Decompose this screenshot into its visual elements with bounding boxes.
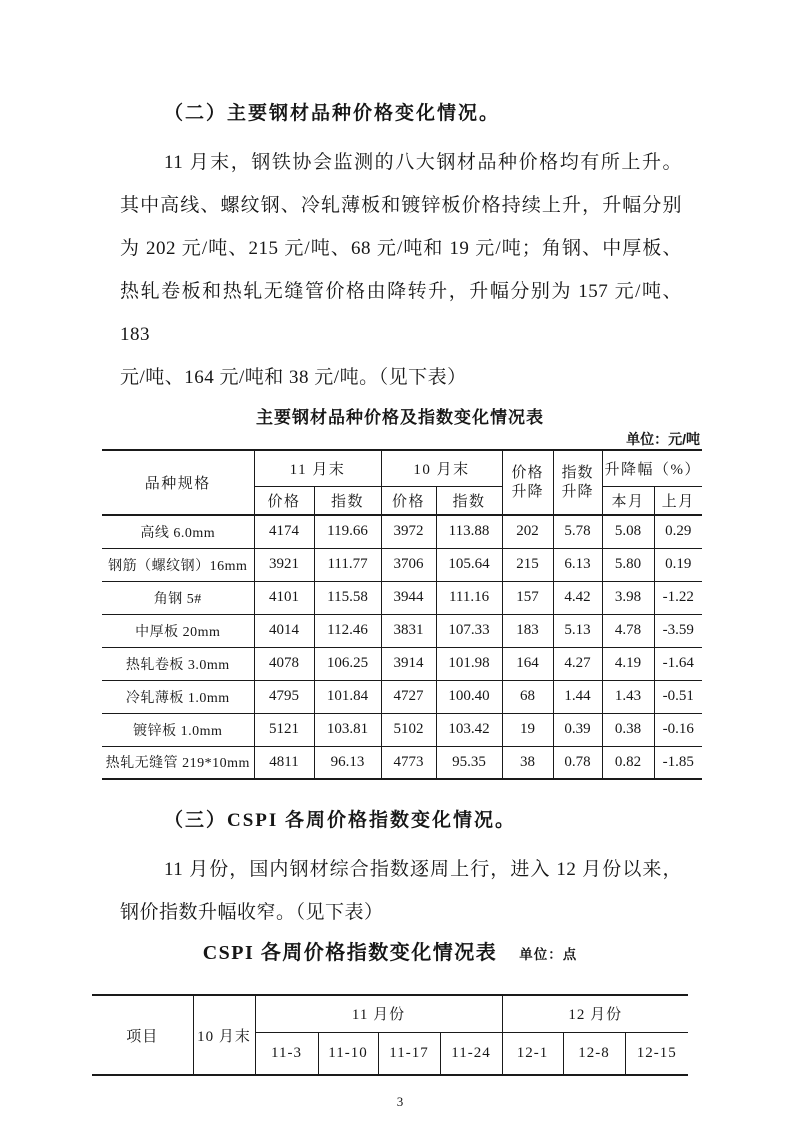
nov-price-cell: 4014 xyxy=(254,614,314,647)
dec-date-header: 12-15 xyxy=(625,1032,688,1075)
this-month-pct-cell: 4.78 xyxy=(602,614,654,647)
price-change-cell: 202 xyxy=(502,515,553,548)
spec-cell: 高线 6.0mm xyxy=(102,515,254,548)
price-change-cell: 164 xyxy=(502,647,553,680)
table-row xyxy=(102,614,702,647)
nov-index-cell: 101.84 xyxy=(314,680,381,713)
this-month-pct-cell: 5.08 xyxy=(602,515,654,548)
paragraph-line: 为 202 元/吨、215 元/吨、68 元/吨和 19 元/吨；角钢、中厚板、 xyxy=(120,238,682,259)
price-change-cell: 38 xyxy=(502,746,553,779)
nov-price-cell: 3921 xyxy=(254,548,314,581)
header-spec: 品种规格 xyxy=(102,450,254,515)
nov-index-cell: 119.66 xyxy=(314,515,381,548)
oct-index-cell: 107.33 xyxy=(436,614,502,647)
last-month-pct-cell: -0.51 xyxy=(654,680,702,713)
paragraph-line: 11 月份，国内钢材综合指数逐周上行，进入 12 月份以来， xyxy=(164,859,682,880)
table1-unit-label: 单位：元/吨 xyxy=(626,431,700,447)
nov-index-cell: 106.25 xyxy=(314,647,381,680)
paragraph-line: 元/吨、164 元/吨和 38 元/吨。（见下表） xyxy=(120,367,467,388)
section-2-paragraph xyxy=(120,141,682,399)
index-change-cell: 0.78 xyxy=(553,746,602,779)
header-this-month: 本月 xyxy=(602,486,654,515)
table-row xyxy=(102,515,702,548)
table-row xyxy=(102,581,702,614)
table2-unit-label: 单位：点 xyxy=(519,947,578,962)
price-change-cell: 19 xyxy=(502,713,553,746)
oct-index-cell: 95.35 xyxy=(436,746,502,779)
oct-price-cell: 3831 xyxy=(381,614,436,647)
index-change-cell: 4.42 xyxy=(553,581,602,614)
paragraph-line: 钢价指数升幅收窄。（见下表） xyxy=(120,902,384,923)
last-month-pct-cell: -1.64 xyxy=(654,647,702,680)
table-row xyxy=(102,713,702,746)
header-november: 11 月份 xyxy=(255,995,502,1032)
last-month-pct-cell: -3.59 xyxy=(654,614,702,647)
last-month-pct-cell: -0.16 xyxy=(654,713,702,746)
oct-index-cell: 103.42 xyxy=(436,713,502,746)
header-nov-index: 指数 xyxy=(314,486,381,515)
table-row xyxy=(102,746,702,779)
table-row xyxy=(102,680,702,713)
this-month-pct-cell: 4.19 xyxy=(602,647,654,680)
spec-cell: 中厚板 20mm xyxy=(102,614,254,647)
nov-price-cell: 5121 xyxy=(254,713,314,746)
table2-title-line xyxy=(92,940,688,968)
spec-cell: 钢筋（螺纹钢）16mm xyxy=(102,548,254,581)
table-row xyxy=(102,647,702,680)
dec-date-header: 12-1 xyxy=(502,1032,563,1075)
index-change-cell: 5.13 xyxy=(553,614,602,647)
header-index-change: 指数升降 xyxy=(553,450,602,515)
table1-header-row-1 xyxy=(102,450,702,486)
nov-price-cell: 4101 xyxy=(254,581,314,614)
price-change-cell: 157 xyxy=(502,581,553,614)
header-nov-price: 价格 xyxy=(254,486,314,515)
nov-index-cell: 103.81 xyxy=(314,713,381,746)
header-price-change: 价格升降 xyxy=(502,450,553,515)
nov-date-header: 11-10 xyxy=(318,1032,378,1075)
steel-price-table xyxy=(102,449,702,780)
oct-index-cell: 113.88 xyxy=(436,515,502,548)
table1-title: 主要钢材品种价格及指数变化情况表 xyxy=(256,408,544,427)
header-oct-price: 价格 xyxy=(381,486,436,515)
nov-price-cell: 4078 xyxy=(254,647,314,680)
price-change-cell: 183 xyxy=(502,614,553,647)
header-oct-end: 10 月末 xyxy=(381,450,502,486)
oct-index-cell: 100.40 xyxy=(436,680,502,713)
header-nov-end: 11 月末 xyxy=(254,450,381,486)
last-month-pct-cell: -1.85 xyxy=(654,746,702,779)
oct-index-cell: 111.16 xyxy=(436,581,502,614)
index-change-cell: 6.13 xyxy=(553,548,602,581)
nov-price-cell: 4795 xyxy=(254,680,314,713)
last-month-pct-cell: 0.29 xyxy=(654,515,702,548)
nov-price-cell: 4174 xyxy=(254,515,314,548)
table-row xyxy=(102,548,702,581)
header-change-pct: 升降幅（%） xyxy=(602,450,702,486)
spec-cell: 角钢 5# xyxy=(102,581,254,614)
table2-header-row-1 xyxy=(92,995,688,1032)
nov-date-header: 11-24 xyxy=(440,1032,502,1075)
nov-price-cell: 4811 xyxy=(254,746,314,779)
oct-price-cell: 3972 xyxy=(381,515,436,548)
this-month-pct-cell: 0.82 xyxy=(602,746,654,779)
section-3-heading: （三）CSPI 各周价格指数变化情况。 xyxy=(164,810,517,831)
header-december: 12 月份 xyxy=(502,995,688,1032)
nov-index-cell: 112.46 xyxy=(314,614,381,647)
header-oct-index: 指数 xyxy=(436,486,502,515)
dec-date-header: 12-8 xyxy=(563,1032,625,1075)
nov-date-header: 11-17 xyxy=(378,1032,440,1075)
paragraph-line: 11 月末，钢铁协会监测的八大钢材品种价格均有所上升。 xyxy=(164,152,682,173)
nov-index-cell: 111.77 xyxy=(314,548,381,581)
spec-cell: 热轧卷板 3.0mm xyxy=(102,647,254,680)
last-month-pct-cell: 0.19 xyxy=(654,548,702,581)
oct-price-cell: 3914 xyxy=(381,647,436,680)
oct-price-cell: 3944 xyxy=(381,581,436,614)
last-month-pct-cell: -1.22 xyxy=(654,581,702,614)
spec-cell: 冷轧薄板 1.0mm xyxy=(102,680,254,713)
price-change-cell: 215 xyxy=(502,548,553,581)
nov-date-header: 11-3 xyxy=(255,1032,318,1075)
paragraph-line: 其中高线、螺纹钢、冷轧薄板和镀锌板价格持续上升，升幅分别 xyxy=(120,195,682,216)
section-2-heading: （二）主要钢材品种价格变化情况。 xyxy=(164,103,501,124)
this-month-pct-cell: 0.38 xyxy=(602,713,654,746)
this-month-pct-cell: 5.80 xyxy=(602,548,654,581)
cspi-week-table xyxy=(92,994,688,1076)
oct-index-cell: 101.98 xyxy=(436,647,502,680)
index-change-cell: 0.39 xyxy=(553,713,602,746)
price-change-cell: 68 xyxy=(502,680,553,713)
header-last-month: 上月 xyxy=(654,486,702,515)
oct-index-cell: 105.64 xyxy=(436,548,502,581)
nov-index-cell: 96.13 xyxy=(314,746,381,779)
header-item: 项目 xyxy=(92,995,193,1075)
index-change-cell: 1.44 xyxy=(553,680,602,713)
oct-price-cell: 4727 xyxy=(381,680,436,713)
page-number: 3 xyxy=(396,1094,404,1109)
section-3-paragraph xyxy=(120,848,682,934)
spec-cell: 镀锌板 1.0mm xyxy=(102,713,254,746)
index-change-cell: 4.27 xyxy=(553,647,602,680)
oct-price-cell: 4773 xyxy=(381,746,436,779)
oct-price-cell: 5102 xyxy=(381,713,436,746)
index-change-cell: 5.78 xyxy=(553,515,602,548)
nov-index-cell: 115.58 xyxy=(314,581,381,614)
spec-cell: 热轧无缝管 219*10mm xyxy=(102,746,254,779)
header-oct-end: 10 月末 xyxy=(193,995,255,1075)
this-month-pct-cell: 3.98 xyxy=(602,581,654,614)
this-month-pct-cell: 1.43 xyxy=(602,680,654,713)
oct-price-cell: 3706 xyxy=(381,548,436,581)
table2-title: CSPI 各周价格指数变化情况表 xyxy=(202,942,498,964)
paragraph-line: 热轧卷板和热轧无缝管价格由降转升，升幅分别为 157 元/吨、183 xyxy=(120,281,682,345)
